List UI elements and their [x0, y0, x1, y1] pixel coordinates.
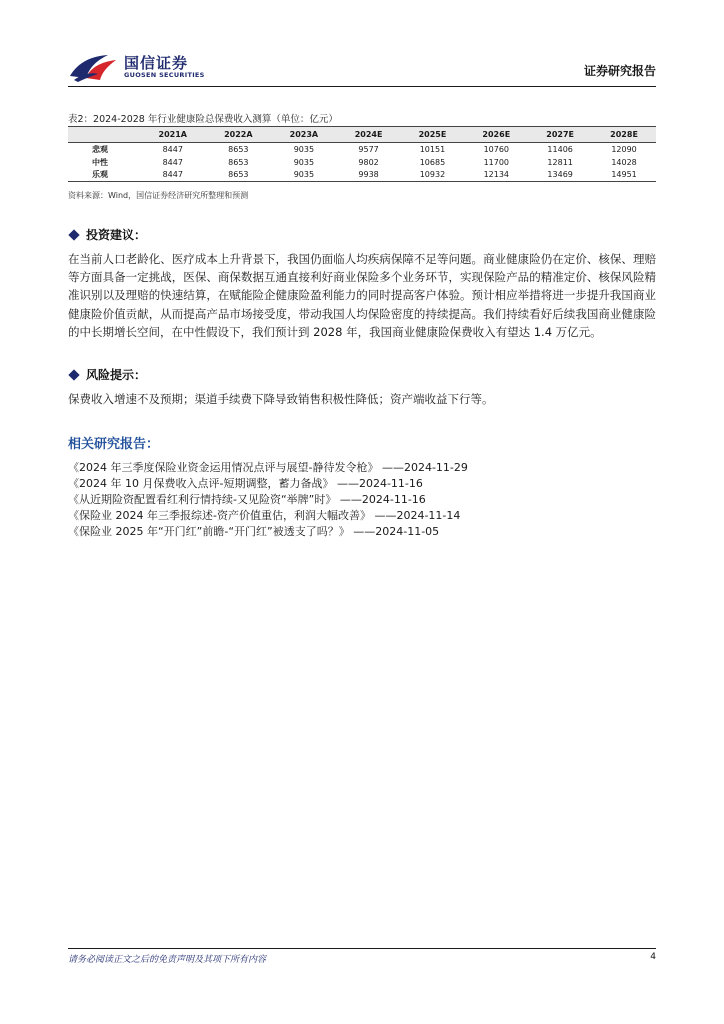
table-cell: 10685	[419, 157, 446, 167]
table-cell: 8653	[206, 169, 272, 182]
table-cell: 9802	[358, 157, 379, 167]
table-cell: 9035	[293, 157, 315, 167]
table-cell: 9577	[358, 144, 379, 154]
table-row	[68, 169, 656, 182]
investment-paragraph: 在当前人口老龄化、医疗成本上升背景下，我国仍面临人均疾病保障不足等问题。商业健康险仍在定价、核保、理赔等方面具备一定挑战，医保、商保数据互通直接利好商业保险多个业务环节，实现保险产品的精准定价、核保风险精准识别以及理赔的快速结算，在赋能险企健康险盈利能力的同时提高客户体验。预计相应举措将进一步提升我国商业健康险价值贡献，从而提高产品市场接受度，带动我国人均保险密度的持续提高。我们持续看好后续我国商业健康险的中长期增长空间，在中性假设下，我们预计到 2028 年，我国商业健康险保费收入有望达 1.4 万亿元。	[68, 252, 656, 339]
table-cell: 12090	[611, 144, 637, 154]
row-label: 乐观	[68, 169, 140, 182]
table-header-cell: 2027E	[528, 127, 592, 143]
investment-heading-label: 投资建议：	[86, 228, 147, 242]
table-row	[68, 143, 656, 156]
table-cell: 14028	[611, 157, 637, 167]
row-label: 中性	[92, 157, 108, 167]
related-report-item[interactable]: 《从近期险资配置看红利行情持续-又见险资“举牌”时》 ——2024-11-16	[68, 493, 426, 506]
guosen-logo-icon	[68, 52, 118, 82]
table-header-cell	[68, 127, 140, 143]
diamond-bullet-icon	[68, 369, 79, 380]
logo-text-cn: 国信证券	[124, 54, 189, 72]
table-cell: 14951	[592, 169, 656, 182]
table-header-row	[68, 127, 656, 143]
related-reports-list	[68, 460, 468, 540]
table-cell: 10760	[483, 144, 510, 154]
table-cell: 10932	[401, 169, 465, 182]
report-type-label: 证券研究报告	[583, 64, 656, 78]
table-cell: 12811	[547, 157, 573, 167]
page-number: 4	[650, 952, 656, 962]
logo-text-en: GUOSEN SECURITIES	[124, 71, 205, 79]
diamond-bullet-icon	[68, 229, 79, 240]
footer-disclaimer: 请务必阅读正文之后的免责声明及其项下所有内容	[68, 955, 267, 965]
table-cell: 8447	[162, 144, 183, 154]
table-cell: 8447	[162, 157, 183, 167]
table-header-cell: 2022A	[206, 127, 272, 143]
table-cell: 9035	[293, 144, 315, 154]
related-report-item[interactable]: 《保险业 2025 年“开门红”前瞻-“开门红”被透支了吗？》 ——2024-11-05	[68, 525, 440, 538]
table-cell: 11406	[547, 144, 573, 154]
table-cell: 9035	[271, 169, 337, 182]
guosen-logo	[68, 50, 208, 86]
table-title: 表2：2024-2028 年行业健康险总保费收入测算（单位：亿元）	[68, 114, 338, 125]
investment-heading	[68, 226, 146, 243]
table-header-cell: 2024E	[337, 127, 401, 143]
risk-heading-label: 风险提示：	[86, 368, 147, 382]
table-header-cell: 2021A	[140, 127, 206, 143]
premium-forecast-table	[68, 126, 656, 182]
risk-paragraph: 保费收入增速不及预期；渠道手续费下降导致销售积极性降低；资产端收益下行等。	[68, 392, 494, 406]
table-cell: 11700	[483, 157, 510, 167]
table-cell: 10151	[419, 144, 446, 154]
page-header	[68, 50, 656, 86]
table-cell: 13469	[528, 169, 592, 182]
table-row	[68, 156, 656, 169]
header-divider	[68, 86, 656, 87]
table-cell: 8447	[140, 169, 206, 182]
table-source-note: 资料来源：Wind，国信证券经济研究所整理和预测	[68, 191, 249, 200]
table-header-cell: 2028E	[592, 127, 656, 143]
table-header-cell: 2026E	[464, 127, 528, 143]
table-cell: 8653	[228, 144, 249, 154]
table-cell: 8653	[228, 157, 249, 167]
related-report-item[interactable]: 《2024 年三季度保险业资金运用情况点评与展望-静待发令枪》 ——2024-11-29	[68, 461, 468, 474]
related-reports-title: 相关研究报告：	[68, 437, 160, 452]
table-cell: 9938	[337, 169, 401, 182]
table-header-cell: 2023A	[271, 127, 337, 143]
footer-divider	[68, 948, 656, 949]
related-report-item[interactable]: 《2024 年 10 月保费收入点评-短期调整，蓄力备战》 ——2024-11-16	[68, 477, 423, 490]
table-cell: 12134	[464, 169, 528, 182]
related-report-item[interactable]: 《保险业 2024 年三季报综述-资产价值重估，利润大幅改善》 ——2024-11-14	[68, 509, 461, 522]
row-label: 悲观	[92, 144, 108, 154]
risk-heading	[68, 366, 146, 383]
table-header-cell: 2025E	[401, 127, 465, 143]
